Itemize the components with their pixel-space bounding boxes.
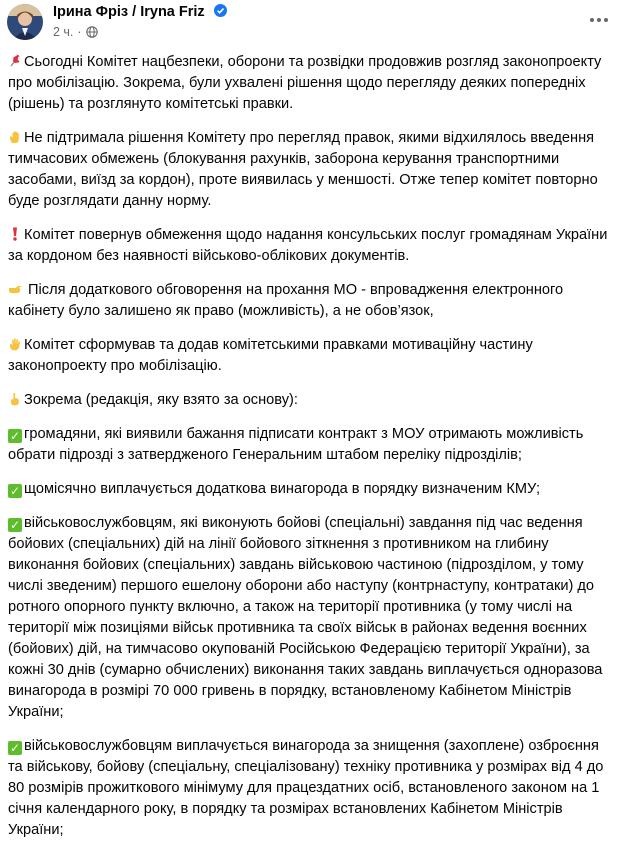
paragraph-text: щомісячно виплачується додаткова винагорода в порядку визначеним КМУ; <box>24 481 541 497</box>
post-paragraph <box>8 280 617 322</box>
paragraph-text: Сьогодні Комітет нацбезпеки, оборони та розвідки продовжив розгляд законопроекту про мобілізацію. Зокрема, були ухвалені рішення щодо перегляду деяких попередніх (рішень) та розглянуто комітетські правки. <box>8 54 602 112</box>
paragraph-text: Не підтримала рішення Комітету про перегляд правок, якими відхилялось введення тимчасових обмежень (блокування рахунків, заборона керування транспортними засобами, виїзд за кордон), проте виявилась у меншості. Отже тепер комітет повторно буде розглядати данну норму. <box>8 130 598 209</box>
raised-hand-icon <box>8 130 22 144</box>
more-dot-icon <box>597 18 601 22</box>
paragraph-text: військовослужбовцям виплачується винагорода за знищення (захоплене) озброєння та військову, бойову (спеціальну, спеціалізовану) техніку противника у розмірах від 4 до 80 розмірів прожиткового мінімуму для працездатних осіб, встановленого законом на 1 січня календарного року, в порядку та розмірах встановлених Кабінетом Міністрів України; <box>8 738 604 838</box>
post-body <box>8 52 617 854</box>
globe-icon[interactable] <box>86 26 98 38</box>
check-mark-icon: ✓ <box>9 741 21 755</box>
paragraph-text: Комітет повернув обмеження щодо надання консульських послуг громадянам України за кордоном без наявності військово-облікових документів. <box>8 227 608 264</box>
post-paragraph <box>8 424 617 466</box>
pushpin-icon <box>8 54 22 68</box>
pointing-hand-icon <box>8 282 22 296</box>
post-paragraph <box>8 335 617 377</box>
waving-hand-icon <box>8 337 22 351</box>
check-mark-icon: ✓ <box>9 518 21 532</box>
exclamation-icon <box>8 227 22 241</box>
author-name-text[interactable]: Ірина Фріз / Iryna Friz <box>53 4 205 20</box>
paragraph-text: військовослужбовцям, які виконують бойові (спеціальні) завдання під час ведення бойових (спеціальних) дій на лінії бойового зіткнення з противником на глибину виконання бойових (спеціальних) завдань військовою частиною (підрозділом, у тому числі зведеним) першого ешелону оборони або наступу (контрнаступу, контратаки) до ротного опорного пункту включно, а також на території противника (у тому числі на території між позиціями військ противника та своїх військ в районах ведення воєнних (бойових) дій, на тимчасово окупованій Російською Федерацією території України), за кожні 30 днів (сумарно обчислених) виконання таких завдань виплачується одноразова винагорода в розмірі 70 000 гривень в порядку, встановленому Кабінетом Міністрів України; <box>8 515 603 720</box>
author-name[interactable] <box>53 4 227 20</box>
post-time[interactable]: 2 ч. <box>53 25 74 39</box>
post-paragraph <box>8 225 617 267</box>
paragraph-text: громадяни, які виявили бажання підписати контракт з МОУ отримають можливість обрати підрозді з затвердженого Генеральним штабом переліку підрозділів; <box>8 426 584 463</box>
post-meta <box>53 25 98 39</box>
post-paragraph <box>8 736 617 841</box>
post-paragraph <box>8 128 617 212</box>
post-paragraph <box>8 479 617 500</box>
more-dot-icon <box>604 18 608 22</box>
check-mark-icon: ✓ <box>9 429 21 443</box>
more-dot-icon <box>590 18 594 22</box>
post-header <box>0 0 623 44</box>
pointing-up-icon <box>8 392 22 406</box>
post-paragraph <box>8 513 617 723</box>
verified-badge-icon <box>214 4 227 17</box>
post-paragraph <box>8 390 617 411</box>
check-mark-icon: ✓ <box>9 484 21 498</box>
author-avatar[interactable] <box>7 4 43 40</box>
more-options-button[interactable] <box>587 12 611 28</box>
post-paragraph <box>8 52 617 115</box>
meta-separator: · <box>77 25 82 39</box>
paragraph-text: Зокрема (редакція, яку взято за основу): <box>24 392 298 408</box>
paragraph-text: Після додаткового обговорення на прохання МО - впровадження електронного кабінету було залишено як право (можливість), а не обов’язок, <box>8 282 564 319</box>
paragraph-text: Комітет сформував та додав комітетськими правками мотиваційну частину законопроекту про мобілізацію. <box>8 337 533 374</box>
